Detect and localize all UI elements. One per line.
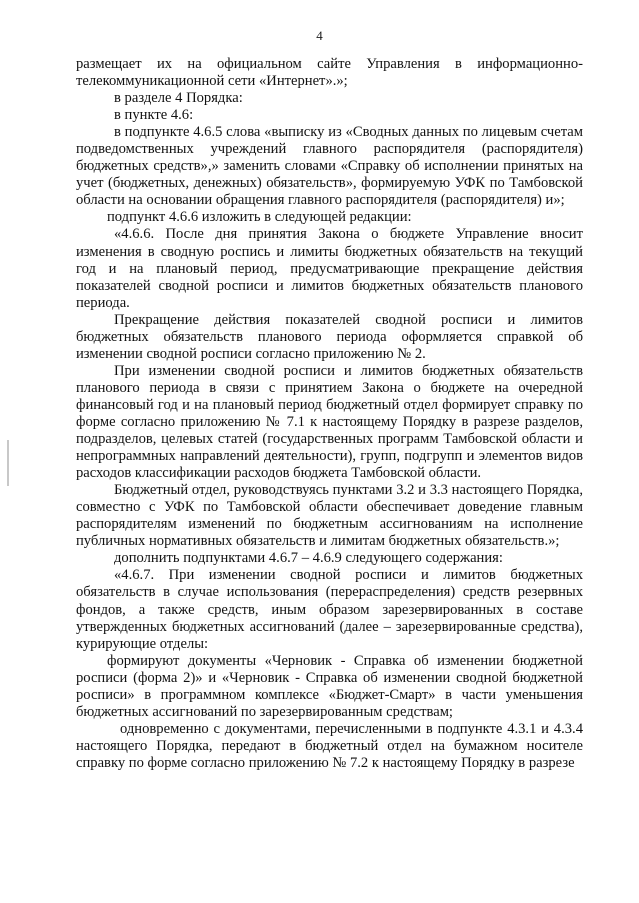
paragraph-continuation: размещает их на официальном сайте Управления в информационно-телекоммуникационной сети «Интернет».»; — [76, 56, 583, 90]
paragraph-item-4-6: в пункте 4.6: — [114, 107, 194, 124]
paragraph-subitem-4-6-6-intro: подпункт 4.6.6 изложить в следующей редакции: — [107, 209, 412, 226]
paragraph-4-6-7: «4.6.7. При изменении сводной росписи и лимитов бюджетных обязательств в случае использования (перераспределения) средств резервных фондов, а также средств, иным образом зарезервированных в составе утвержденных бюджетных ассигнований (далее – зарезервированные средства), курирующие отделы: — [76, 567, 583, 652]
paragraph-add-subitems: дополнить подпунктами 4.6.7 – 4.6.9 следующего содержания: — [114, 550, 503, 567]
paragraph-section-4: в разделе 4 Порядка: — [114, 90, 243, 107]
paragraph-simultaneously: одновременно с документами, перечисленными в подпункте 4.3.1 и 4.3.4 настоящего Порядка, передают в бюджетный отдел на бумажном носителе справку по форме согласно приложению № 7.2 к настоящему Порядку в разрезе — [76, 720, 583, 771]
paragraph-planned-period-changes: При изменении сводной росписи и лимитов бюджетных обязательств планового периода в связи с принятием Закона о бюджете на очередной финансовый год и на плановый период бюджетный отдел формирует справку по форме согласно приложению № 7.1 к настоящему Порядку в разрезе разделов, подразделов, целевых статей (государственных программ Тамбовской области и непрограммных направлений деятельности), групп, подгрупп и элементов видов расходов классификации расходов бюджета Тамбовской области. — [76, 362, 583, 482]
scan-margin-mark — [7, 440, 9, 486]
page-number: 4 — [316, 28, 323, 43]
paragraph-4-6-6-text: «4.6.6. После дня принятия Закона о бюджете Управление вносит изменения в сводную роспись и лимиты бюджетных обязательств на текущий год и на плановый период, предусматривающие прекращение действия показателей сводной росписи и лимитов бюджетных обязательств планового периода. — [76, 226, 583, 311]
paragraph-form-documents: формируют документы «Черновик - Справка об изменении бюджетной росписи (форма 2)» и «Черновик - Справка об изменении сводной бюджетной росписи» в программном комплексе «Бюджет-Смарт» в части уменьшения бюджетных ассигнований по зарезервированным средствам; — [76, 652, 583, 720]
document-body — [76, 56, 583, 772]
paragraph-subitem-4-6-5: в подпункте 4.6.5 слова «выписку из «Сводных данных по лицевым счетам подведомственных учреждений главного распорядителя (распорядителя) бюджетных средств»,» заменить словами «Справку об исполнении принятых на учет (бюджетных, денежных) обязательств», формируемую УФК по Тамбовской области на основании обращения главного распорядителя (распорядителя) и»; — [76, 124, 583, 209]
paragraph-termination: Прекращение действия показателей сводной росписи и лимитов бюджетных обязательств планового периода оформляется справкой об изменении сводной росписи согласно приложению № 2. — [76, 311, 583, 362]
paragraph-budget-department: Бюджетный отдел, руководствуясь пунктами 3.2 и 3.3 настоящего Порядка, совместно с УФК по Тамбовской области обеспечивает доведение главным распорядителям изменений по бюджетным ассигнованиям на исполнение публичных нормативных обязательств и лимитам бюджетных обязательств.»; — [76, 482, 583, 550]
